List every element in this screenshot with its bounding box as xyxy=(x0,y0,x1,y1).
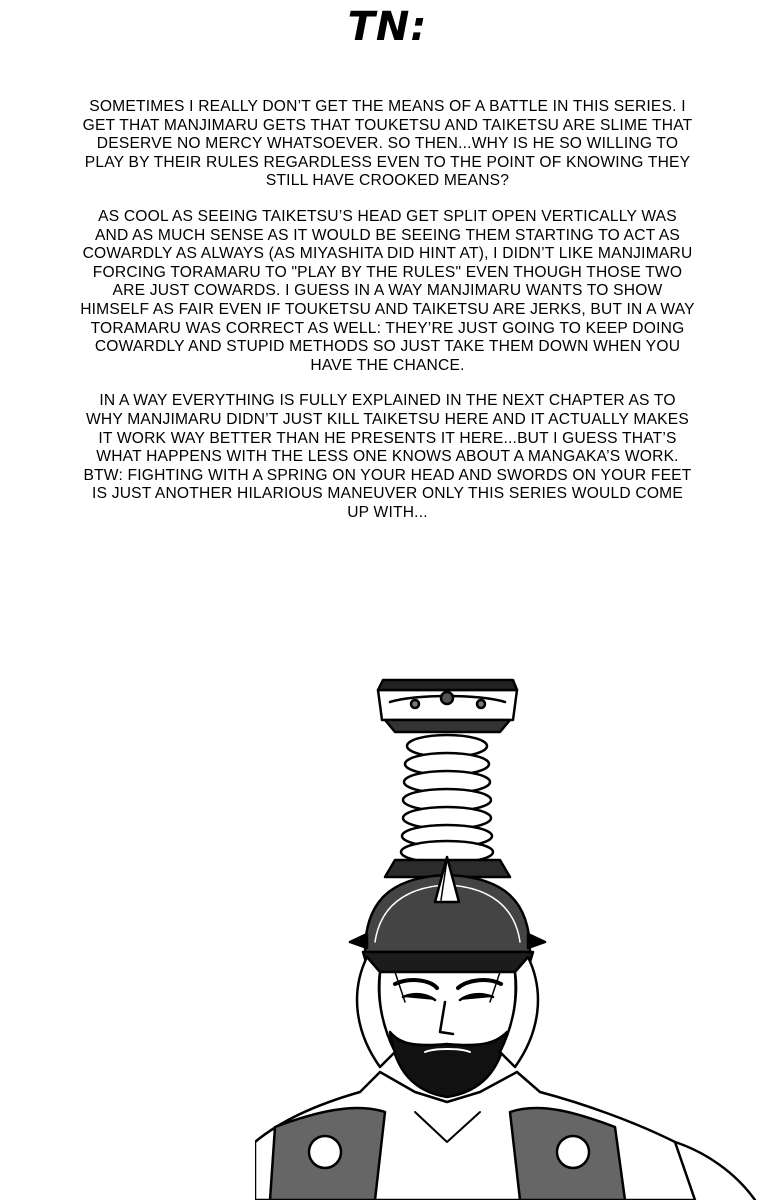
translator-notes xyxy=(80,98,695,539)
note-paragraph-3: IN A WAY EVERYTHING IS FULLY EXPLAINED IN THE NEXT CHAPTER AS TO WHY MANJIMARU DIDN’T JUST KILL TAIKETSU HERE AND IT ACTUALLY MAKES IT WORK WAY BETTER THAN HE PRESENTS IT HERE...BUT I GUESS THAT’S WHAT HAPPENS WITH THE LESS ONE KNOWS ABOUT A MANGAKA’S WORK. BTW: FIGHTING WITH A SPRING ON YOUR HEAD AND SWORDS ON YOUR FEET IS JUST ANOTHER HILARIOUS MANEUVER ONLY THIS SERIES WOULD COME UP WITH... xyxy=(83,392,692,521)
note-paragraph-1: SOMETIMES I REALLY DON’T GET THE MEANS OF A BATTLE IN THIS SERIES. I GET THAT MANJIMARU GETS THAT TOUKETSU AND TAIKETSU ARE SLIME THAT DESERVE NO MERCY WHATSOEVER. SO THEN...WHY IS HE SO WILLING TO PLAY BY THEIR RULES REGARDLESS EVEN TO THE POINT OF KNOWING THEY STILL HAVE CROOKED MEANS? xyxy=(82,98,693,190)
helmet-cap xyxy=(378,680,517,732)
note-paragraph-2: AS COOL AS SEEING TAIKETSU’S HEAD GET SPLIT OPEN VERTICALLY WAS AND AS MUCH SENSE AS IT WOULD BE SEEING THEM STARTING TO ACT AS COWARDLY AS ALWAYS (AS MIYASHITA DID HINT AT), I DIDN’T LIKE MANJIMARU FORCING TORAMARU TO "PLAY BY THE RULES" EVEN THOUGH THOSE TWO ARE JUST COWARDS. I GUESS IN A WAY MANJIMARU WANTS TO SHOW HIMSELF AS FAIR EVEN IF TOUKETSU AND TAIKETSU ARE JERKS, BUT IN A WAY TORAMARU WAS CORRECT AS WELL: THEY’RE JUST GOING TO KEEP DOING COWARDLY AND STUPID METHODS SO JUST TAKE THEM DOWN WHEN YOU HAVE THE CHANCE. xyxy=(80,207,695,374)
helmet-dome xyxy=(350,857,545,972)
head-spring xyxy=(401,735,493,863)
shoulder-armor xyxy=(255,1072,755,1200)
page-heading: TN: xyxy=(347,4,428,50)
armored-warrior-illustration xyxy=(255,672,775,1200)
